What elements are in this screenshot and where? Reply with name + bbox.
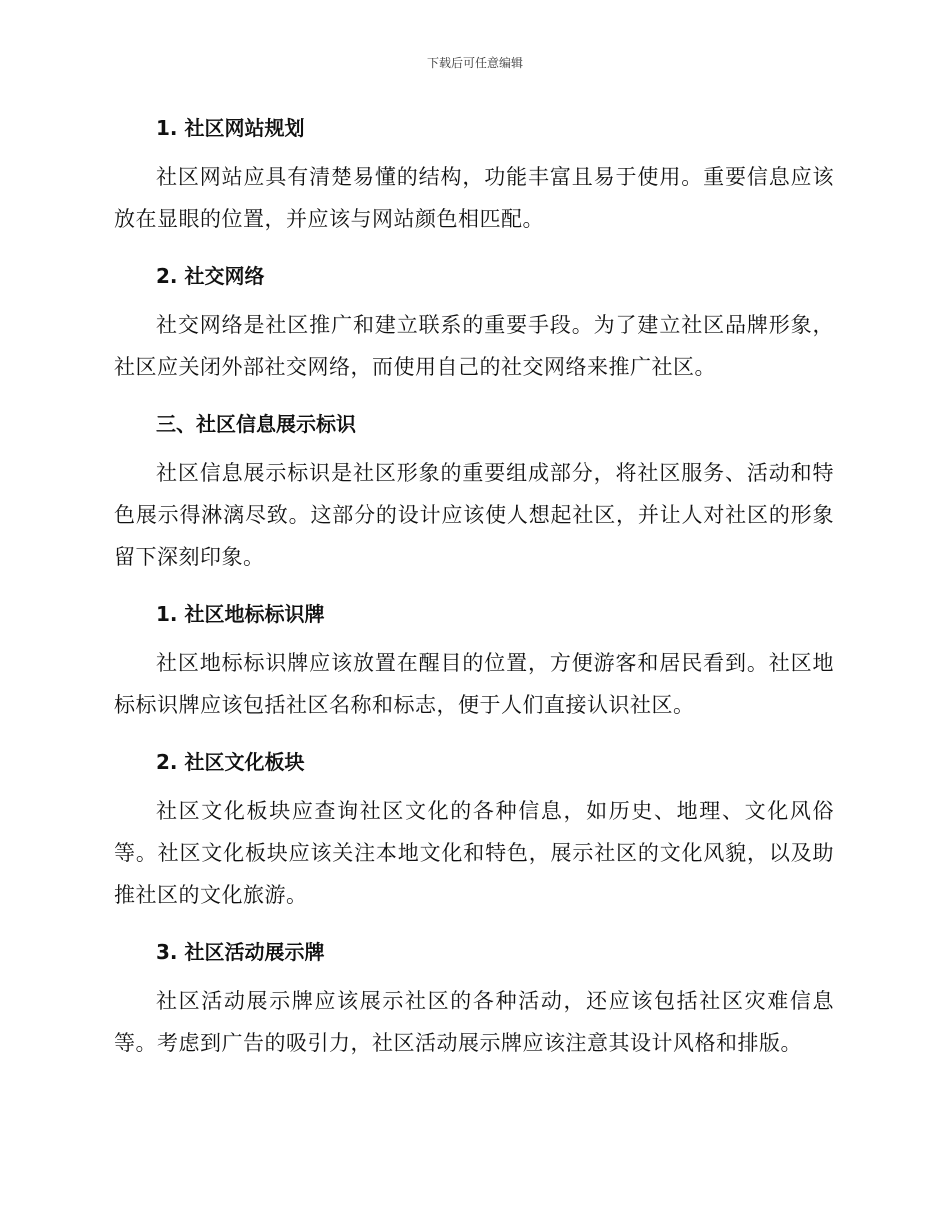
section-heading: 3. 社区活动展示牌: [156, 940, 325, 964]
section-paragraph: 社区信息展示标识是社区形象的重要组成部分，将社区服务、活动和特色展示得淋漓尽致。这部分的设计应该使人想起社区，并让人对社区的形象留下深刻印象。: [114, 461, 834, 569]
section-heading: 1. 社区地标标识牌: [156, 602, 325, 626]
section-paragraph: 社区文化板块应查询社区文化的各种信息，如历史、地理、文化风俗等。社区文化板块应该关注本地文化和特色，展示社区的文化风貌，以及助推社区的文化旅游。: [114, 799, 834, 907]
section-paragraph: 社区活动展示牌应该展示社区的各种活动，还应该包括社区灾难信息等。考虑到广告的吸引力，社区活动展示牌应该注意其设计风格和排版。: [114, 989, 834, 1055]
section-paragraph: 社交网络是社区推广和建立联系的重要手段。为了建立社区品牌形象，社区应关闭外部社交网络，而使用自己的社交网络来推广社区。: [114, 313, 834, 379]
section-activity-board: [114, 932, 834, 1064]
section-heading: 2. 社交网络: [156, 264, 265, 288]
section-paragraph: 社区网站应具有清楚易懂的结构，功能丰富且易于使用。重要信息应该放在显眼的位置，并应该与网站颜色相匹配。: [114, 165, 834, 231]
document-body: [114, 108, 834, 1080]
section-heading: 1. 社区网站规划: [156, 116, 305, 140]
section-paragraph: 社区地标标识牌应该放置在醒目的位置，方便游客和居民看到。社区地标标识牌应该包括社区名称和标志，便于人们直接认识社区。: [114, 651, 834, 717]
section-website-planning: [114, 108, 834, 240]
section-culture-board: [114, 742, 834, 916]
section-social-network: [114, 256, 834, 388]
section-heading: 2. 社区文化板块: [156, 750, 305, 774]
section-heading: 三、社区信息展示标识: [156, 412, 356, 436]
section-landmark-sign: [114, 594, 834, 726]
section-info-signage: [114, 404, 834, 578]
page-header: 下载后可任意编辑: [426, 56, 523, 70]
